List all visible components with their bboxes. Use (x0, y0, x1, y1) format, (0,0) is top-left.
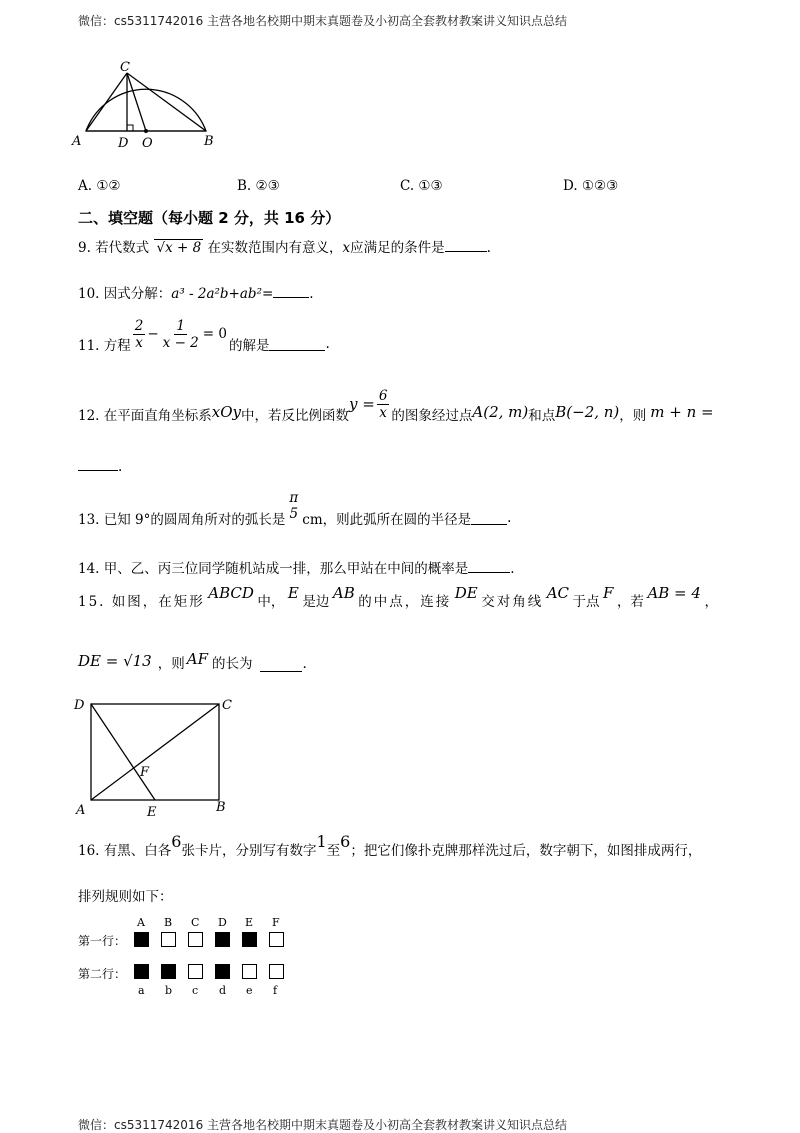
q15-p4: 的中点，连接 (358, 594, 452, 610)
row1-card-6 (269, 932, 284, 947)
label-E2: E (147, 805, 157, 820)
question-15 (78, 584, 718, 610)
option-b[interactable]: B. ②③ (237, 178, 280, 194)
bottom-letter-e: e (246, 984, 253, 997)
page-header: 微信：cs5311742016 主营各地名校期中期末真题卷及小初高全套教材教案讲义知识点总结 (78, 14, 568, 28)
row2-card-5 (242, 964, 257, 979)
label-F2: F (140, 765, 150, 780)
row1-card-3 (188, 932, 203, 947)
q11-blank[interactable] (269, 338, 325, 351)
bottom-letter-b: b (165, 984, 173, 997)
row1-card-2 (161, 932, 176, 947)
q12-end: . (118, 459, 123, 475)
question-15-line2 (78, 650, 307, 672)
label-B: B (204, 134, 214, 149)
q10-prefix: 10. 因式分解： (78, 286, 172, 302)
rectangle-figure (70, 692, 240, 822)
q15-p9: ，则 (157, 656, 185, 672)
q11-suffix: 的解是 (228, 338, 270, 354)
q15-p10: 的长为 (211, 656, 253, 672)
q11-d2: x − 2 (162, 334, 199, 351)
top-letter-C: C (191, 916, 200, 929)
bottom-letter-f: f (273, 984, 278, 997)
row1-card-5 (242, 932, 257, 947)
q9-text-2: 在实数范围内有意义， (207, 240, 343, 256)
row2-card-4 (215, 964, 230, 979)
row1-card-4 (215, 932, 230, 947)
q15-af: AF (186, 650, 208, 668)
q15-ab: AB (332, 584, 355, 602)
q12-xoy: xOy (211, 403, 241, 421)
option-a[interactable]: A. ①② (78, 178, 121, 194)
q15-p7: ，若 (616, 594, 644, 610)
q11-end: . (325, 336, 330, 352)
row1-card-1 (134, 932, 149, 947)
card-grid (78, 916, 318, 1000)
q9-blank[interactable] (445, 239, 487, 252)
q11-d1: x (135, 334, 143, 351)
q9-radicand: x + 8 (165, 240, 202, 256)
row2-card-1 (134, 964, 149, 979)
q16-six: 6 (171, 832, 182, 851)
q12-t1: 中，若反比例函数 (241, 408, 349, 424)
question-16-line2: 排列规则如下： (78, 889, 173, 905)
label-A: A (72, 134, 82, 149)
question-10 (78, 282, 314, 302)
q15-end: . (302, 656, 307, 672)
q9-text-3: 应满足的条件是 (350, 240, 445, 256)
label-O: O (142, 136, 153, 151)
q15-abcd: ABCD (208, 584, 254, 602)
q12-t2: 的图象经过点 (391, 408, 473, 424)
q9-var: x (342, 240, 351, 256)
top-letter-D: D (218, 916, 227, 929)
row2-card-6 (269, 964, 284, 979)
q12-point-a: A(2, m) (472, 403, 529, 421)
q9-end: . (486, 240, 491, 256)
row2-card-2 (161, 964, 176, 979)
q10-end: . (309, 286, 314, 302)
q10-expr: a³ - 2a²b+ab²= (171, 286, 274, 302)
q11-n1: 2 (134, 317, 144, 334)
q12-num: 6 (378, 387, 388, 404)
q13-num: π (289, 490, 299, 506)
q16-p4: ；把它们像扑克牌那样洗过后，数字朝下，如图排成两行， (350, 843, 702, 859)
q16-p2: 张卡片，分别写有数字 (181, 843, 317, 859)
q15-de-eq: DE = √13 (78, 652, 152, 670)
q10-blank[interactable] (273, 285, 309, 298)
question-11 (78, 314, 330, 354)
q15-p8: ， (704, 594, 718, 610)
question-9 (78, 236, 491, 256)
q13-den: 5 (289, 506, 299, 522)
q16-p1: 16. 有黑、白各 (78, 843, 172, 859)
q15-p1: 15. 如图，在矩形 (78, 594, 205, 610)
q14-text: 14. 甲、乙、丙三位同学随机站成一排，那么甲站在中间的概率是 (78, 561, 469, 577)
label-C2: C (222, 698, 232, 713)
q12-t4: ，则 (619, 408, 647, 424)
q11-minus: − (147, 326, 159, 342)
option-c[interactable]: C. ①③ (400, 178, 443, 194)
option-d[interactable]: D. ①②③ (563, 178, 619, 194)
q15-p6: 于点 (572, 594, 600, 610)
q14-end: . (510, 561, 515, 577)
question-12-line2 (78, 458, 122, 475)
q16-six-2: 6 (340, 832, 351, 851)
row2-label: 第二行： (78, 967, 127, 981)
q15-ac: AC (546, 584, 570, 602)
q13-prefix: 13. 已知 9°的圆周角所对的弧长是 (78, 512, 286, 528)
q11-frac-1 (133, 318, 146, 351)
q12-mn: m + n = (650, 403, 714, 421)
q15-de: DE (454, 584, 478, 602)
label-A2: A (76, 803, 86, 818)
bottom-letter-a: a (138, 984, 145, 997)
bottom-letter-d: d (219, 984, 227, 997)
q15-p5: 交对角线 (481, 594, 544, 610)
q9-sqrt: √x + 8 (156, 240, 202, 256)
q11-frac-2 (161, 318, 201, 351)
q9-text-1: 9. 若代数式 (78, 240, 150, 256)
q12-t3: 和点 (528, 408, 556, 424)
q15-blank[interactable] (260, 659, 302, 672)
q12-prefix: 12. 在平面直角坐标系 (78, 408, 212, 424)
top-letter-E: E (245, 916, 254, 929)
q14-blank[interactable] (468, 560, 510, 573)
question-14 (78, 557, 515, 577)
question-12 (78, 384, 714, 424)
q12-den: x (379, 404, 387, 421)
question-13 (78, 486, 511, 528)
q13-blank[interactable] (471, 512, 507, 525)
q12-point-b: B(−2, n) (555, 403, 620, 421)
q15-p3: 是边 (302, 594, 330, 610)
q11-n2: 1 (176, 317, 186, 334)
q13-frac (287, 490, 300, 522)
label-D: D (118, 136, 129, 151)
section-title: 二、填空题（每小题 2 分，共 16 分） (78, 209, 341, 227)
q12-frac (377, 388, 390, 421)
q11-prefix: 11. 方程 (78, 338, 131, 354)
q12-blank[interactable] (78, 458, 118, 471)
label-C: C (120, 60, 130, 75)
q15-ab-eq-4: AB = 4 (647, 584, 701, 602)
row1-label: 第一行： (78, 934, 127, 948)
row2-card-3 (188, 964, 203, 979)
top-letter-F: F (272, 916, 280, 929)
q13-t1: cm，则此弧所在圆的半径是 (302, 512, 472, 528)
q15-p2: 中， (257, 594, 285, 610)
q13-end: . (507, 510, 512, 526)
q16-one: 1 (316, 832, 327, 851)
q15-f: F (603, 584, 614, 602)
semicircle-figure (70, 58, 230, 153)
top-letter-A: A (137, 916, 145, 929)
label-D2: D (74, 698, 85, 713)
q15-e: E (287, 584, 299, 602)
top-letter-B: B (164, 916, 173, 929)
q11-eq: = 0 (202, 326, 227, 342)
question-16 (78, 832, 701, 859)
bottom-letter-c: c (192, 984, 199, 997)
page-footer: 微信：cs5311742016 主营各地名校期中期末真题卷及小初高全套教材教案讲义知识点总结 (78, 1118, 568, 1132)
q12-y: y = (349, 395, 375, 413)
label-B2: B (216, 800, 226, 815)
q16-p3: 至 (326, 843, 341, 859)
